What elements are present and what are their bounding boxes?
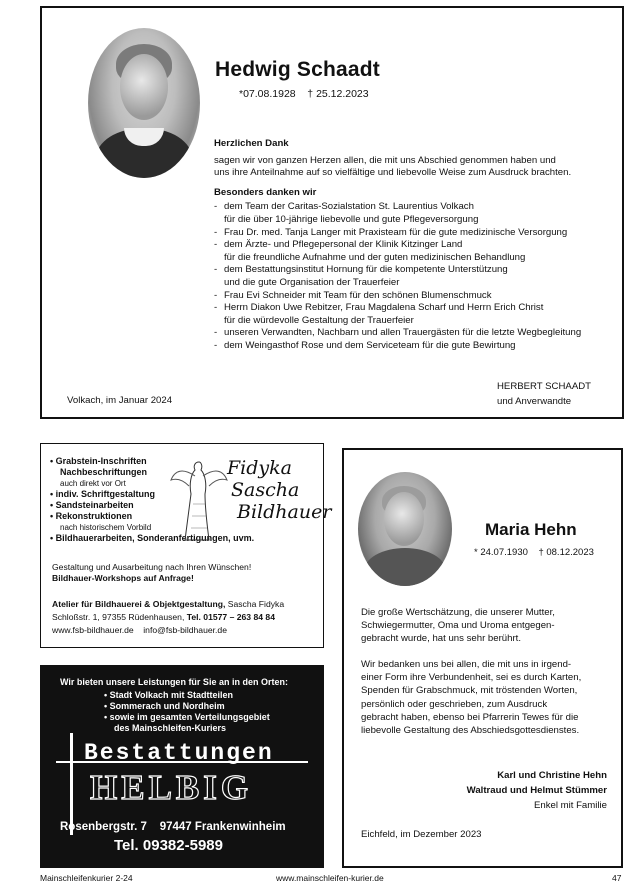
thanks-block [214,138,614,353]
list-item: für die über 10-jährige liebevolle und gute Pflegeversorgung [224,213,479,225]
signer [497,381,591,408]
ad-bestattungen [40,665,324,868]
funeral-home-phone: Tel. 09382-5989 [114,837,223,854]
place-item: • sowie im gesamten Verteilungsgebiet [104,712,270,722]
funeral-home-name: HELBIG [90,768,253,807]
signer-name: HERBERT SCHAADT [497,381,592,392]
list-item: - dem Bestattungsinstitut Hornung für die kompetente Unterstützung [214,264,614,277]
bullet-item: • Bildhauerarbeiten, Sonderanfertigungen, uvm. [50,533,255,543]
place-item: des Mainschleifen-Kuriers [114,723,227,733]
list-item: - unseren Verwandten, Nachbarn und allen Trauergästen für die letzte Wegbegleitung [214,327,614,340]
bullet-item: • Sandsteinarbeiten [50,500,134,510]
bullet-item: • indiv. Schriftgestaltung [50,489,155,499]
bullet-item: • Rekonstruktionen [50,511,133,521]
address-line: Schloßstr. 1, 97355 Rüdenhausen, Tel. 01577 – 263 84 84 [52,612,275,622]
bullet-sub: Nachbeschriftungen [60,467,148,477]
place-item: • Sommerach und Nordheim [104,701,225,711]
deceased-name: Hedwig Schaadt [215,58,380,81]
cross-icon [70,733,73,835]
list-item: und die gute Organisation der Trauerfeier [224,276,400,288]
list-item: - Frau Dr. med. Tanja Langer mit Praxisteam für die gute medizinische Versorgung [214,227,614,240]
place-date: Eichfeld, im Dezember 2023 [361,829,482,840]
footer-publication: Mainschleifenkurier 2-24 [40,873,133,883]
thanks-heading: Herzlichen Dank [214,138,289,149]
signers [467,768,607,813]
list-item: für die freundliche Aufnahme und der guten medizinischen Behandlung [224,251,526,263]
list-item: - Herrn Diakon Uwe Rebitzer, Frau Magdalena Scharf und Herrn Erich Christ [214,302,614,315]
list-item: - dem Weingasthof Rose und dem Serviceteam für die gute Bewirtung [214,340,614,353]
bullet-sub: nach historischem Vorbild [60,523,152,532]
place-item: • Stadt Volkach mit Stadtteilen [104,690,234,700]
bullet-item: • Grabstein-Inschriften [50,456,147,466]
life-dates: *07.08.1928 † 25.12.2023 [239,88,369,100]
contact-line [52,624,284,637]
signer-relatives: Enkel mit Familie [533,800,607,811]
deceased-name: Maria Hehn [485,520,577,539]
life-dates: * 24.07.1930 † 08.12.2023 [474,547,594,558]
funeral-home-address: Rosenbergstr. 7 97447 Frankenwinheim [60,821,286,833]
portrait-photo [358,472,452,586]
ad-text: Gestaltung und Ausarbeitung nach Ihren Wünschen! [52,562,252,572]
list-item: - dem Ärzte- und Pflegepersonal der Klinik Kitzinger Land [214,239,614,252]
thanks-list [214,201,614,352]
email-link[interactable]: info@fsb-bildhauer.de [143,625,227,635]
thanks-text: uns ihre Anteilnahme auf so vielfältige und liebevolle Weise zum Ausdruck brachten. [214,167,572,179]
footer-website[interactable]: www.mainschleifen-kurier.de [276,873,384,883]
message-paragraph: Die große Wertschätzung, die unserer Mutter, Schwiegermutter, Oma und Uroma entgegen- gebracht wurde, hat uns sehr berührt. [361,607,555,645]
atelier-line: Atelier für Bildhauerei & Objektgestaltung, Sascha Fidyka [52,599,285,609]
list-item: - dem Team der Caritas-Sozialstation St. Laurentius Volkach [214,201,614,214]
list-item: - Frau Evi Schneider mit Team für den schönen Blumenschmuck [214,290,614,303]
ad-text: Bildhauer-Workshops auf Anfrage! [52,573,194,583]
angel-sketch-icon [169,454,229,544]
funeral-home-title: Bestattungen [84,740,274,766]
signer-name: Karl und Christine Hehn [497,770,607,781]
message-paragraph: Wir bedanken uns bei allen, die mit uns in irgend- einer Form ihre Verbundenheit, sei es durch Karten, Spenden für Grabschmuck, mit tröstenden Worten, persönlich oder geschrieben, zum Ausdruck gebracht haben, ebenso bei Pfarrerin Tewes für die liebevolle Gestaltung des Abschiedsgottesdienstes. [361,659,582,737]
obituary-thanks-hehn [342,448,623,868]
obituary-thanks-schaadt [40,6,624,419]
bullet-sub: auch direkt vor Ort [60,479,126,488]
special-thanks-heading: Besonders danken wir [214,186,317,198]
signer-name: Waltraud und Helmut Stümmer [466,785,607,796]
ad-intro: Wir bieten unsere Leistungen für Sie an in den Orten: [60,677,288,687]
thanks-text: sagen wir von ganzen Herzen allen, die mit uns Abschied genommen haben und [214,154,556,166]
list-item: für die würdevolle Gestaltung der Trauerfeier [224,314,414,326]
portrait-photo [88,28,200,178]
page-number: 47 [612,873,622,883]
signature-logo: Fidyka Sascha Bildhauer [227,457,332,523]
ad-bildhauer [40,443,332,648]
signer-relatives: und Anverwandte [497,395,572,407]
website-link[interactable]: www.fsb-bildhauer.de [52,625,134,635]
place-date: Volkach, im Januar 2024 [67,395,173,406]
